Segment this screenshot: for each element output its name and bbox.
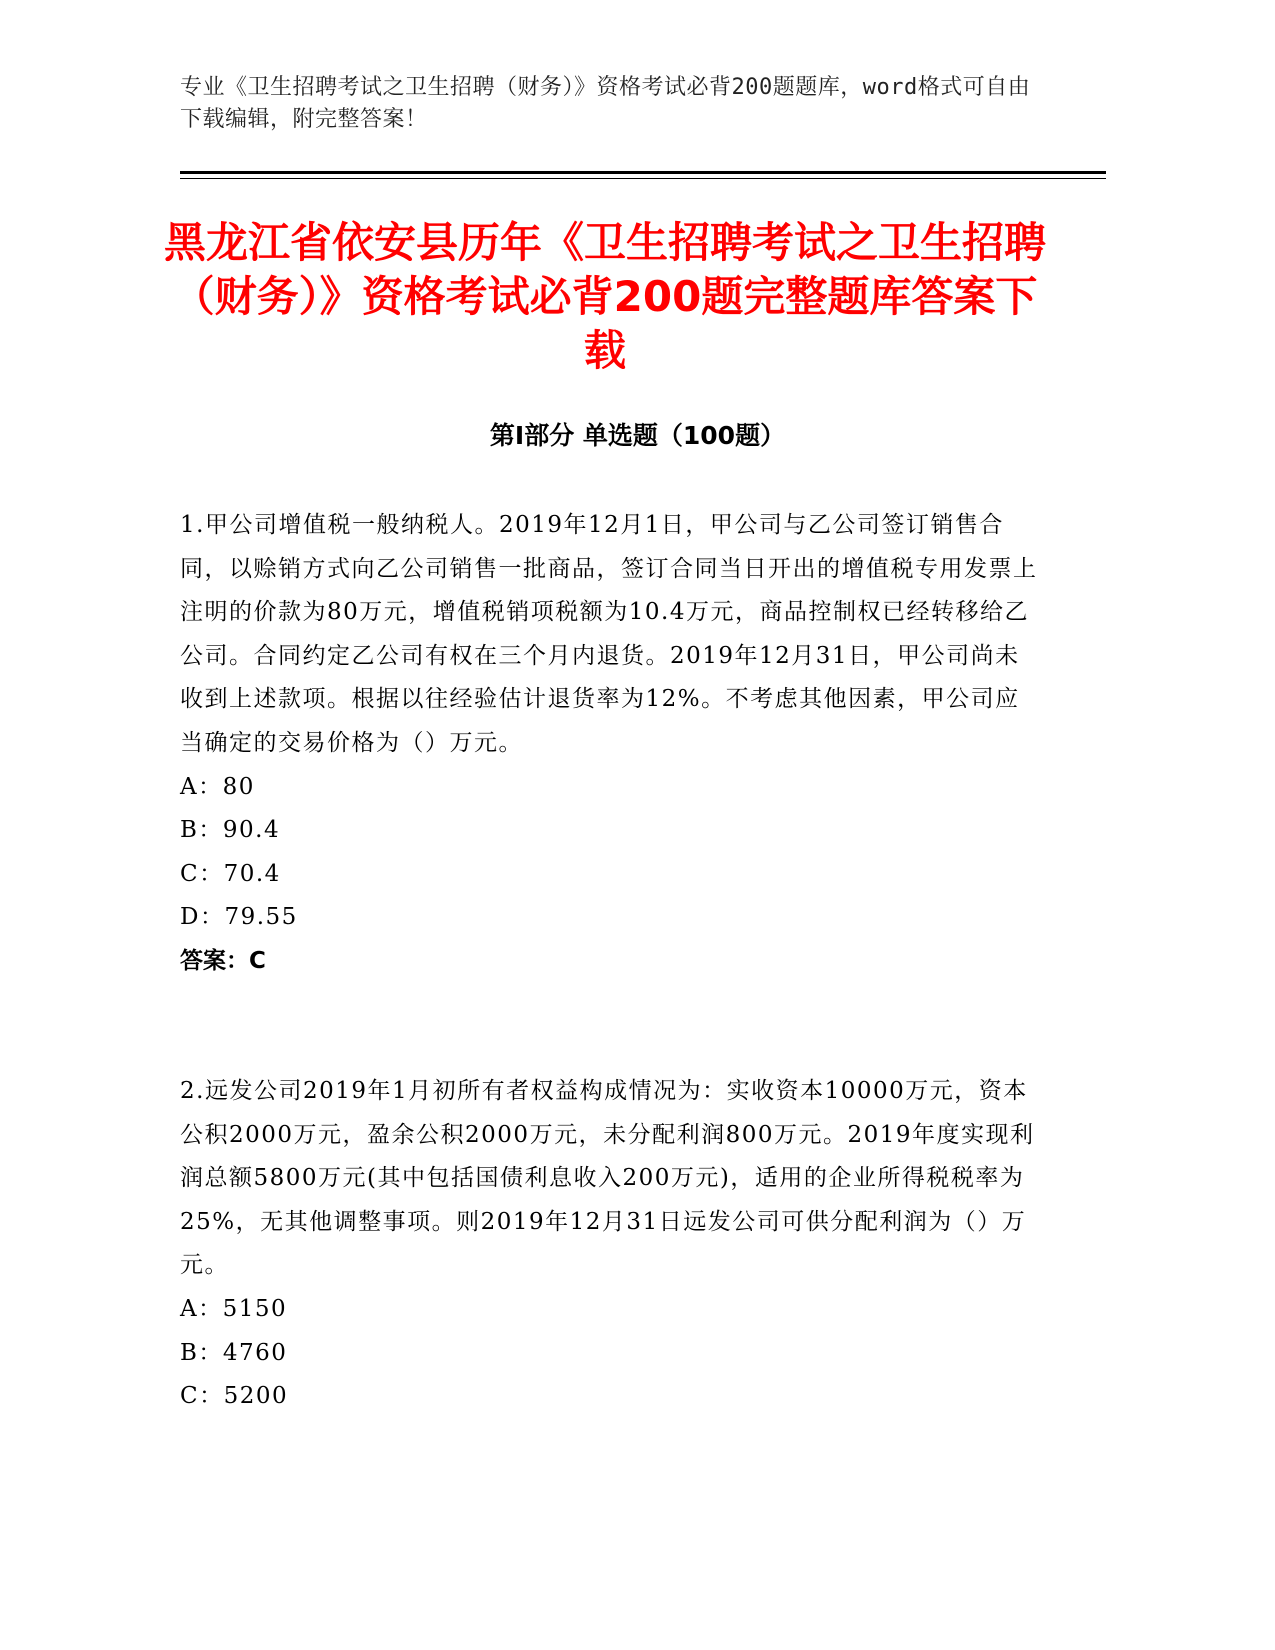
header-divider-thin (180, 178, 1106, 179)
option-label: C： (180, 1383, 224, 1410)
option-b (180, 809, 1040, 853)
option-value: 4760 (222, 1339, 288, 1366)
option-d (180, 896, 1040, 940)
option-value: 5150 (222, 1295, 288, 1322)
header-divider-thick (180, 171, 1106, 174)
document-title: 黑龙江省依安县历年《卫生招聘考试之卫生招聘（财务）》资格考试必背200题完整题库答案下载 (163, 218, 1046, 375)
option-label: A： (180, 773, 223, 800)
option-label: B： (180, 817, 223, 844)
answer: 答案：C (180, 947, 266, 974)
question-stem: 2.远发公司2019年1月初所有者权益构成情况为：实收资本10000万元，资本公积2000万元，盈余公积2000万元，未分配利润800万元。2019年度实现利润总额5800万元(其中包括国债利息收入200万元)，适用的企业所得税税率为25%，无其他调整事项。则2019年12月31日远发公司可供分配利润为（）万元。 (180, 1078, 1035, 1279)
option-a (180, 1288, 1040, 1332)
section-title: 第Ⅰ部分 单选题（100题） (489, 421, 786, 450)
option-label: B： (180, 1339, 223, 1366)
option-label: D： (180, 904, 225, 931)
option-value: 90.4 (222, 817, 281, 844)
question-2 (180, 1070, 1040, 1419)
option-a (180, 766, 1040, 810)
option-value: 80 (222, 773, 255, 800)
option-label: C： (180, 860, 224, 887)
question-stem: 1.甲公司增值税一般纳税人。2019年12月1日，甲公司与乙公司签订销售合同，以赊销方式向乙公司销售一批商品，签订合同当日开出的增值税专用发票上注明的价款为80万元，增值税销项税额为10.4万元，商品控制权已经转移给乙公司。合同约定乙公司有权在三个月内退货。2019年12月31日，甲公司尚未收到上述款项。根据以往经验估计退货率为12%。不考虑其他因素，甲公司应当确定的交易价格为（）万元。 (180, 512, 1038, 756)
option-value: 70.4 (223, 860, 281, 887)
option-label: A： (180, 1295, 223, 1322)
header-note: 专业《卫生招聘考试之卫生招聘（财务）》资格考试必背200题题库，word格式可自由下载编辑，附完整答案！ (180, 75, 1031, 132)
option-value: 5200 (223, 1383, 289, 1410)
option-b (180, 1332, 1040, 1376)
option-value: 79.55 (224, 904, 298, 931)
question-1 (180, 504, 1040, 984)
option-c (180, 853, 1040, 897)
option-c (180, 1375, 1040, 1419)
